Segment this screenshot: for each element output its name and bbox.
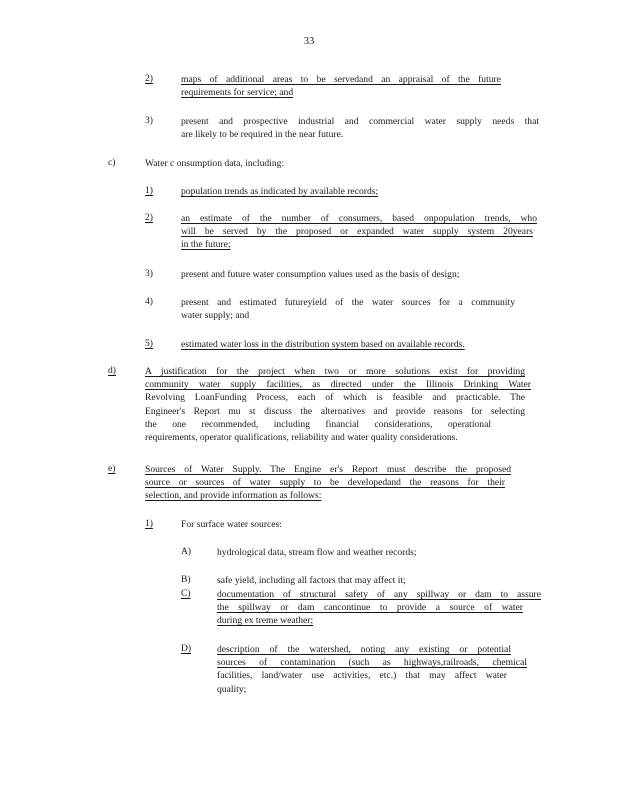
text-line: maps of additional areas to be servedand an appraisal of the future — [181, 74, 501, 85]
text-line: water supply; and — [181, 310, 250, 322]
text-line: are likely to be required in the near future. — [181, 129, 344, 141]
text-line: facilities, land/water use activities, etc.) that may affect water — [217, 670, 507, 682]
item-text — [217, 546, 461, 559]
item-label: d) — [108, 365, 116, 376]
text-line: population trends as indicated by available records; — [181, 186, 379, 197]
text-line: sources of contamination (such as highways,railroads, chemical — [217, 657, 527, 669]
item-label: 1) — [145, 185, 153, 196]
item-text — [145, 463, 511, 503]
item-label: 2) — [145, 73, 153, 84]
text-line: quality; — [217, 683, 247, 695]
item-text — [145, 365, 531, 444]
item-text — [181, 212, 537, 252]
text-line: documentation of structural safety of any spillway or dam to assure — [217, 589, 541, 600]
item-text — [181, 73, 501, 99]
text-line: present and estimated futureyield of the water sources for a community — [181, 297, 515, 308]
text-line: Engineer's Report mu st discuss the alternatives and provide reasons for selecting — [145, 405, 525, 417]
item-text — [181, 296, 515, 322]
text-line: description of the watershed, noting any existing or potential — [217, 644, 511, 655]
text-line: requirements, operator qualifications, reliability and water quality considerations. — [145, 432, 458, 444]
item-text — [217, 643, 527, 696]
text-line: hydrological data, stream flow and weather records; — [217, 547, 417, 558]
text-line: the one recommended, including financial considerations, operational — [145, 418, 491, 430]
text-line: an estimate of the number of consumers, based onpopulation trends, who — [181, 213, 537, 224]
text-line: Revolving LoanFunding Process, each of which is feasible and practicable. The — [145, 392, 525, 404]
text-line: in the future; — [181, 239, 231, 251]
item-label: 5) — [145, 338, 153, 349]
item-label: 1) — [145, 518, 153, 529]
item-text — [181, 338, 537, 351]
text-line: will be served by the proposed or expanded water supply system 20years — [181, 226, 533, 238]
text-line: For surface water sources: — [181, 519, 282, 530]
item-text — [181, 268, 525, 281]
text-line: during ex treme weather; — [217, 615, 314, 627]
text-line: Water c onsumption data, including: — [145, 158, 285, 169]
item-label: 2) — [145, 212, 153, 223]
item-text — [145, 157, 315, 170]
item-label: 4) — [145, 296, 153, 307]
item-label: 3) — [145, 115, 153, 126]
item-label: e) — [108, 463, 116, 474]
item-label: c) — [108, 157, 116, 168]
text-line: safe yield, including all factors that may affect it; — [217, 575, 406, 586]
item-label: 3) — [145, 268, 153, 279]
item-text — [181, 518, 307, 531]
text-line: community water supply facilities, as directed under the Illinois Drinking Water — [145, 379, 531, 391]
text-line: the spillway or dam cancontinue to provide a source of water — [217, 602, 523, 614]
item-label: D) — [181, 643, 192, 654]
item-label: C) — [181, 588, 191, 599]
item-text — [181, 185, 429, 198]
text-line: requirements for service; and — [181, 87, 294, 99]
item-label: B) — [181, 574, 191, 585]
text-line: source or sources of water supply to be developedand the reasons for their — [145, 477, 505, 489]
item-text — [217, 574, 455, 587]
text-line: selection, and provide information as follows: — [145, 490, 322, 502]
text-line: Sources of Water Supply. The Engine er's Report must describe the proposed — [145, 464, 511, 475]
text-line: present and prospective industrial and commercial water supply needs that — [181, 116, 539, 127]
item-text — [217, 588, 541, 628]
text-line: A justification for the project when two or more solutions exist for providing — [145, 366, 525, 377]
text-line: estimated water loss in the distribution system based on available records. — [181, 339, 465, 350]
page-number: 33 — [303, 36, 315, 47]
item-text — [181, 115, 539, 141]
item-label: A) — [181, 546, 192, 557]
text-line: present and future water consumption values used as the basis of design; — [181, 269, 460, 280]
